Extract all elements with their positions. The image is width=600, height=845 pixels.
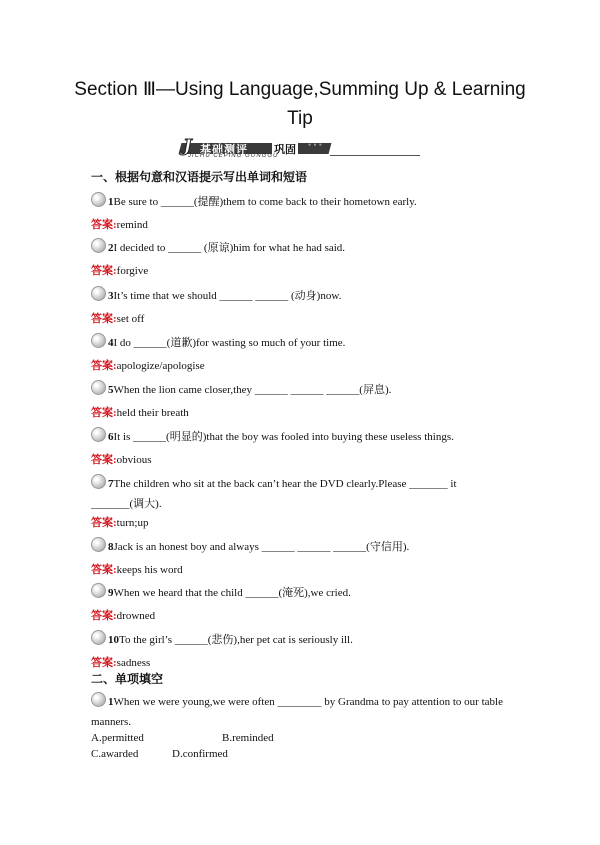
question-number: 6 [108, 431, 114, 443]
answer-text: sadness [116, 657, 151, 669]
answer-label: 答案: [91, 313, 117, 325]
question-7 [91, 474, 511, 514]
question-text: It is ______(明显的)that the boy was fooled into buying these useless things. [113, 431, 454, 443]
question-text: When we heard that the child ______(淹死),we cried. [113, 587, 351, 599]
answer-label: 答案: [91, 407, 117, 419]
question-number: 4 [108, 337, 114, 349]
question-text: It’s time that we should ______ ______ (动身)now. [113, 290, 342, 302]
section-heading-2: 二、单项填空 [91, 672, 164, 686]
mc-question-1 [91, 692, 511, 732]
question-10 [91, 630, 511, 650]
section-banner [180, 137, 420, 161]
banner-text2: 巩固 [272, 141, 298, 157]
answer-9 [91, 607, 155, 623]
answer-10 [91, 654, 150, 670]
question-3 [91, 286, 511, 306]
answer-label: 答案: [91, 610, 117, 622]
bullet-icon [91, 537, 106, 552]
answer-label: 答案: [91, 657, 117, 669]
answer-8 [91, 561, 183, 577]
answer-6 [91, 451, 152, 467]
answer-5 [91, 404, 189, 420]
question-text: Be sure to ______(提醒)them to come back to their hometown early. [113, 196, 417, 208]
option-a: A.permitted [91, 732, 144, 744]
bullet-icon [91, 333, 106, 348]
bullet-icon [91, 583, 106, 598]
question-number: 10 [108, 634, 119, 646]
banner-dots: • • • [308, 140, 322, 150]
option-d: D.confirmed [172, 748, 228, 760]
question-4 [91, 333, 511, 353]
answer-text: set off [116, 313, 145, 325]
question-number: 3 [108, 290, 114, 302]
question-2 [91, 238, 511, 258]
answer-text: drowned [116, 610, 156, 622]
question-text: When the lion came closer,they ______ ______ ______(屏息). [113, 384, 392, 396]
answer-3 [91, 310, 144, 326]
question-1 [91, 192, 511, 212]
question-text: Jack is an honest boy and always ______ ______ ______(守信用). [113, 541, 410, 553]
answer-text: keeps his word [116, 564, 183, 576]
question-5 [91, 380, 511, 400]
banner-letter: J [180, 135, 192, 161]
question-number: 9 [108, 587, 114, 599]
answer-7 [91, 514, 148, 530]
page-title-line1: Section Ⅲ—Using Language,Summing Up & Learning [74, 79, 526, 100]
answer-text: remind [116, 219, 148, 231]
answer-text: forgive [116, 265, 149, 277]
banner-subtitle: JICHU CEPING GONGGU [188, 153, 279, 159]
page-title-line2: Tip [287, 108, 313, 129]
question-text: To the girl’s ______(悲伤),her pet cat is seriously ill. [119, 634, 353, 646]
option-c: C.awarded [91, 748, 139, 760]
question-9 [91, 583, 511, 603]
answer-label: 答案: [91, 219, 117, 231]
bullet-icon [91, 630, 106, 645]
question-number: 1 [108, 696, 114, 708]
bullet-icon [91, 286, 106, 301]
answer-label: 答案: [91, 265, 117, 277]
question-text: I decided to ______ (原谅)him for what he had said. [113, 242, 346, 254]
bullet-icon [91, 692, 106, 707]
bullet-icon [91, 238, 106, 253]
answer-label: 答案: [91, 360, 117, 372]
question-number: 2 [108, 242, 114, 254]
answer-label: 答案: [91, 564, 117, 576]
answer-text: turn;up [116, 517, 149, 529]
bullet-icon [91, 380, 106, 395]
answer-label: 答案: [91, 517, 117, 529]
banner-rule [330, 155, 420, 156]
answer-label: 答案: [91, 454, 117, 466]
question-8 [91, 537, 511, 557]
question-text: I do ______(道歉)for wasting so much of your time. [113, 337, 346, 349]
answer-1 [91, 216, 148, 232]
question-number: 5 [108, 384, 114, 396]
answer-2 [91, 262, 148, 278]
question-text: When we were young,we were often ________ by Grandma to pay attention to our table manners. [91, 696, 503, 728]
bullet-icon [91, 427, 106, 442]
option-b: B.reminded [222, 732, 274, 744]
question-number: 1 [108, 196, 114, 208]
answer-4 [91, 357, 205, 373]
answer-text: held their breath [116, 407, 189, 419]
bullet-icon [91, 474, 106, 489]
answer-text: obvious [116, 454, 152, 466]
question-number: 7 [108, 478, 114, 490]
bullet-icon [91, 192, 106, 207]
question-number: 8 [108, 541, 114, 553]
question-text: The children who sit at the back can’t hear the DVD clearly.Please _______ it _______(调大). [91, 478, 457, 510]
answer-text: apologize/apologise [116, 360, 205, 372]
banner-text: 基础测评 [200, 144, 248, 156]
section-heading-1: 一、根据句意和汉语提示写出单词和短语 [91, 170, 308, 184]
question-6 [91, 427, 511, 447]
